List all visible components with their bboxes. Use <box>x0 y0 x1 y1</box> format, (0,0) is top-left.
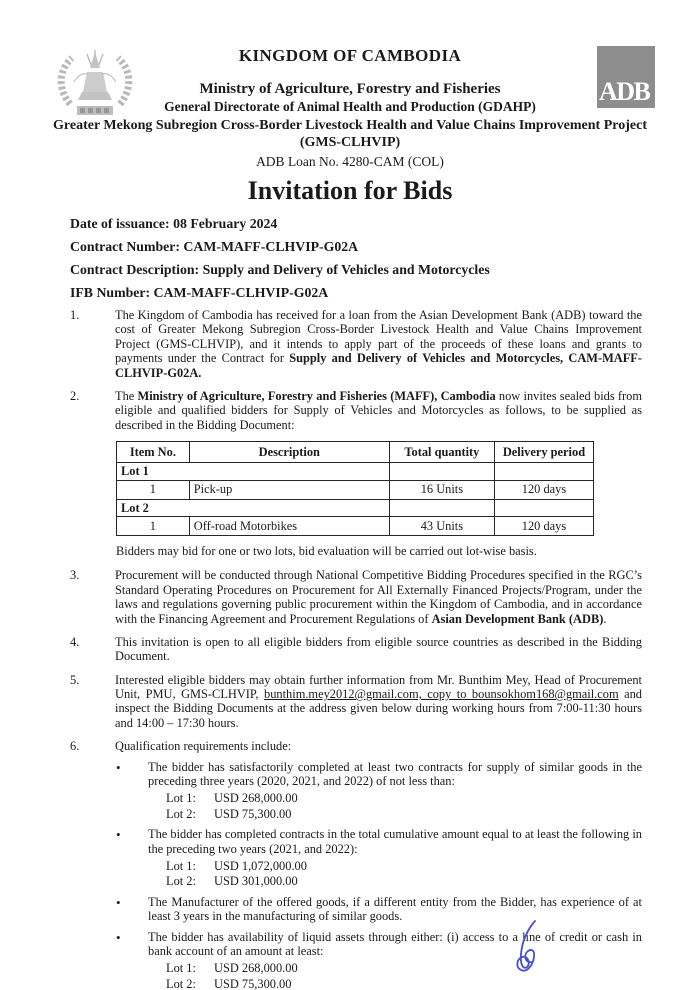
pickup-item-no: 1 <box>117 480 190 499</box>
cambodia-emblem-icon <box>50 42 140 122</box>
qualification-bullet-4 <box>116 930 642 959</box>
paragraph-2-run-b: Ministry of Agriculture, Forestry and Fisheries (MAFF), Cambodia <box>137 388 496 403</box>
table-row-lot-2 <box>117 499 594 516</box>
paragraph-5-number: 5. <box>70 672 80 687</box>
paragraph-4 <box>70 635 642 664</box>
paragraph-6-number: 6. <box>70 739 80 754</box>
qualification-4-lots <box>166 961 642 990</box>
table-header-row <box>117 442 594 463</box>
lot-1-amount-label: Lot 1: <box>166 791 196 806</box>
adb-logo-text: ADB <box>599 77 650 106</box>
paragraph-3 <box>70 568 642 626</box>
email-link[interactable]: bunthim.mey2012@gmail.com, copy to bounsokhom168@gmail.com <box>264 687 619 702</box>
lot-2-amount-label: Lot 2: <box>166 874 196 889</box>
paragraph-3-run-c: . <box>603 611 607 626</box>
lot-amount-line <box>166 859 642 873</box>
project-title: Greater Mekong Subregion Cross-Border Livestock Health and Value Chains Improvement Project (GMS-CLHVIP) <box>53 118 647 150</box>
paragraph-1-run-b: Supply and Delivery of Vehicles and Motorcycles, CAM-MAFF-CLHVIP-G02A. <box>115 351 642 380</box>
lot-2-label: Lot 2 <box>117 499 390 516</box>
paragraph-1-run-a: The Kingdom of Cambodia has received for a loan from the Asian Development Bank (ADB) toward the cost of Greater Mekong Subregion Cross-Border Livestock Health and Value Chains Improvement Project (GMS-CLHVIP), and it intends to apply part of the proceeds of these loans and grants to payments under the Contract for <box>115 308 642 366</box>
paragraph-5-run-c: and inspect the Bidding Documents at the address given below during working hours from 7:00-11:30 hours and 14:00 – 17:30 hours. <box>115 687 642 730</box>
lot-2-amount-label: Lot 2: <box>166 976 196 990</box>
paragraph-4-number: 4. <box>70 634 80 649</box>
paragraph-2-text <box>115 389 642 432</box>
bullet-icon <box>116 827 148 856</box>
motorbikes-description: Off-road Motorbikes <box>189 516 389 535</box>
header-description: Description <box>189 442 389 463</box>
paragraph-2-run-a: The <box>115 388 138 403</box>
qualification-2-lots <box>166 859 642 889</box>
motorbikes-item-no: 1 <box>117 516 190 535</box>
paragraph-1-text <box>115 308 642 380</box>
table-note: Bidders may bid for one or two lots, bid evaluation will be carried out lot-wise basis. <box>116 543 537 558</box>
lot-2-amount-value: USD 75,300.00 <box>214 806 292 821</box>
paragraph-1 <box>70 308 642 380</box>
contract-number: Contract Number: CAM-MAFF-CLHVIP-G02A <box>70 239 359 255</box>
paragraph-6-text: Qualification requirements include: <box>115 739 292 754</box>
bullet-icon <box>116 760 148 789</box>
date-of-issuance: Date of issuance: 08 February 2024 <box>70 216 278 232</box>
motorbikes-quantity: 43 Units <box>389 516 494 535</box>
lot-2-amount-label: Lot 2: <box>166 806 196 821</box>
paragraph-2 <box>70 389 642 432</box>
pickup-quantity: 16 Units <box>389 480 494 499</box>
header-item-no: Item No. <box>117 442 190 463</box>
motorbikes-period: 120 days <box>494 516 593 535</box>
lot-amount-line <box>166 961 642 975</box>
paragraph-5 <box>70 673 642 731</box>
loan-number: ADB Loan No. 4280-CAM (COL) <box>256 154 444 170</box>
qualification-2-text: The bidder has completed contracts in the total cumulative amount equal to at least the following in the preceding two years (2021, and 2022): <box>148 827 642 856</box>
kingdom-title: KINGDOM OF CAMBODIA <box>238 46 462 65</box>
header-delivery-period: Delivery period <box>494 442 593 463</box>
header-total-quantity: Total quantity <box>389 442 494 463</box>
paragraph-2-run-c: now invites sealed bids from eligible and qualified bidders for Supply of Vehicles and Motorcycles as follows, to be supplied as described in the Bidding Document: <box>115 388 642 432</box>
bullet-icon <box>116 895 148 924</box>
paragraph-3-text <box>115 568 642 626</box>
qualification-bullet-3 <box>116 895 642 924</box>
paragraph-5-text <box>115 673 642 731</box>
pickup-description: Pick-up <box>189 480 389 499</box>
lot-1-empty-qty <box>389 463 494 480</box>
paragraph-5-run-a: Interested eligible bidders may obtain further information from Mr. Bunthim Mey, Head of Procurement Unit, PMU, GMS-CLHVIP, <box>115 672 642 702</box>
lot-2-amount-value: USD 75,300.00 <box>214 976 292 990</box>
contract-description: Contract Description: Supply and Delivery of Vehicles and Motorcycles <box>70 262 490 278</box>
lot-1-label: Lot 1 <box>117 463 390 480</box>
table-row-motorbikes <box>117 516 594 535</box>
qualification-4-text: The bidder has availability of liquid assets through either: (i) access to a line of credit or cash in bank account of an amount at least: <box>148 929 642 958</box>
lot-amount-line <box>166 791 642 805</box>
paragraph-1-number: 1. <box>70 308 80 323</box>
paragraph-3-run-b: Asian Development Bank (ADB) <box>431 611 604 626</box>
lot-2-empty-qty <box>389 499 494 516</box>
paragraph-6 <box>70 739 642 753</box>
lot-2-amount-value: USD 301,000.00 <box>214 874 298 889</box>
lots-table <box>116 441 594 536</box>
lot-amount-line <box>166 874 642 888</box>
lot-1-amount-label: Lot 1: <box>166 858 196 873</box>
table-row-lot-1 <box>117 463 594 480</box>
qualification-bullet-2 <box>116 827 642 856</box>
ministry-title: Ministry of Agriculture, Forestry and Fisheries <box>199 81 501 97</box>
adb-logo-icon <box>597 46 655 108</box>
paragraph-3-run-a: Procurement will be conducted through National Competitive Bidding Procedures specified in the RGC’s Standard Operating Procedures on Procurement for All Externally Financed Projects/Program, under the laws and regulations governing public procurement within the Kingdom of Cambodia, and in accordance with the Financing Agreement and Procurement Regulations of <box>115 568 642 626</box>
lot-amount-line <box>166 807 642 821</box>
qualification-3-text: The Manufacturer of the offered goods, if a different entity from the Bidder, has experience of at least 3 years in the manufacturing of similar goods. <box>148 894 642 924</box>
bullet-icon <box>116 930 148 959</box>
qualification-1-text: The bidder has satisfactorily completed at least two contracts for supply of similar goods in the preceding three years (2020, 2021, and 2022) of not less than: <box>148 759 642 789</box>
lot-2-empty-period <box>494 499 593 516</box>
lot-1-amount-label: Lot 1: <box>166 961 196 976</box>
paragraph-4-text: This invitation is open to all eligible bidders from eligible source countries as described in the Bidding Document. <box>115 634 642 664</box>
qualification-1-lots <box>166 791 642 821</box>
directorate-title: General Directorate of Animal Health and Production (GDAHP) <box>164 99 536 114</box>
document-body <box>70 216 642 990</box>
signature <box>505 918 549 980</box>
qualification-bullet-1 <box>116 760 642 789</box>
ifb-number: IFB Number: CAM-MAFF-CLHVIP-G02A <box>70 285 329 301</box>
lot-1-amount-value: USD 1,072,000.00 <box>214 858 307 873</box>
lot-1-amount-value: USD 268,000.00 <box>214 791 298 806</box>
paragraph-3-number: 3. <box>70 568 80 583</box>
paragraph-2-number: 2. <box>70 388 80 403</box>
table-row-pickup <box>117 480 594 499</box>
lot-1-empty-period <box>494 463 593 480</box>
lot-1-amount-value: USD 268,000.00 <box>214 961 298 976</box>
page-title: Invitation for Bids <box>247 176 453 206</box>
lot-amount-line <box>166 977 642 990</box>
pickup-period: 120 days <box>494 480 593 499</box>
